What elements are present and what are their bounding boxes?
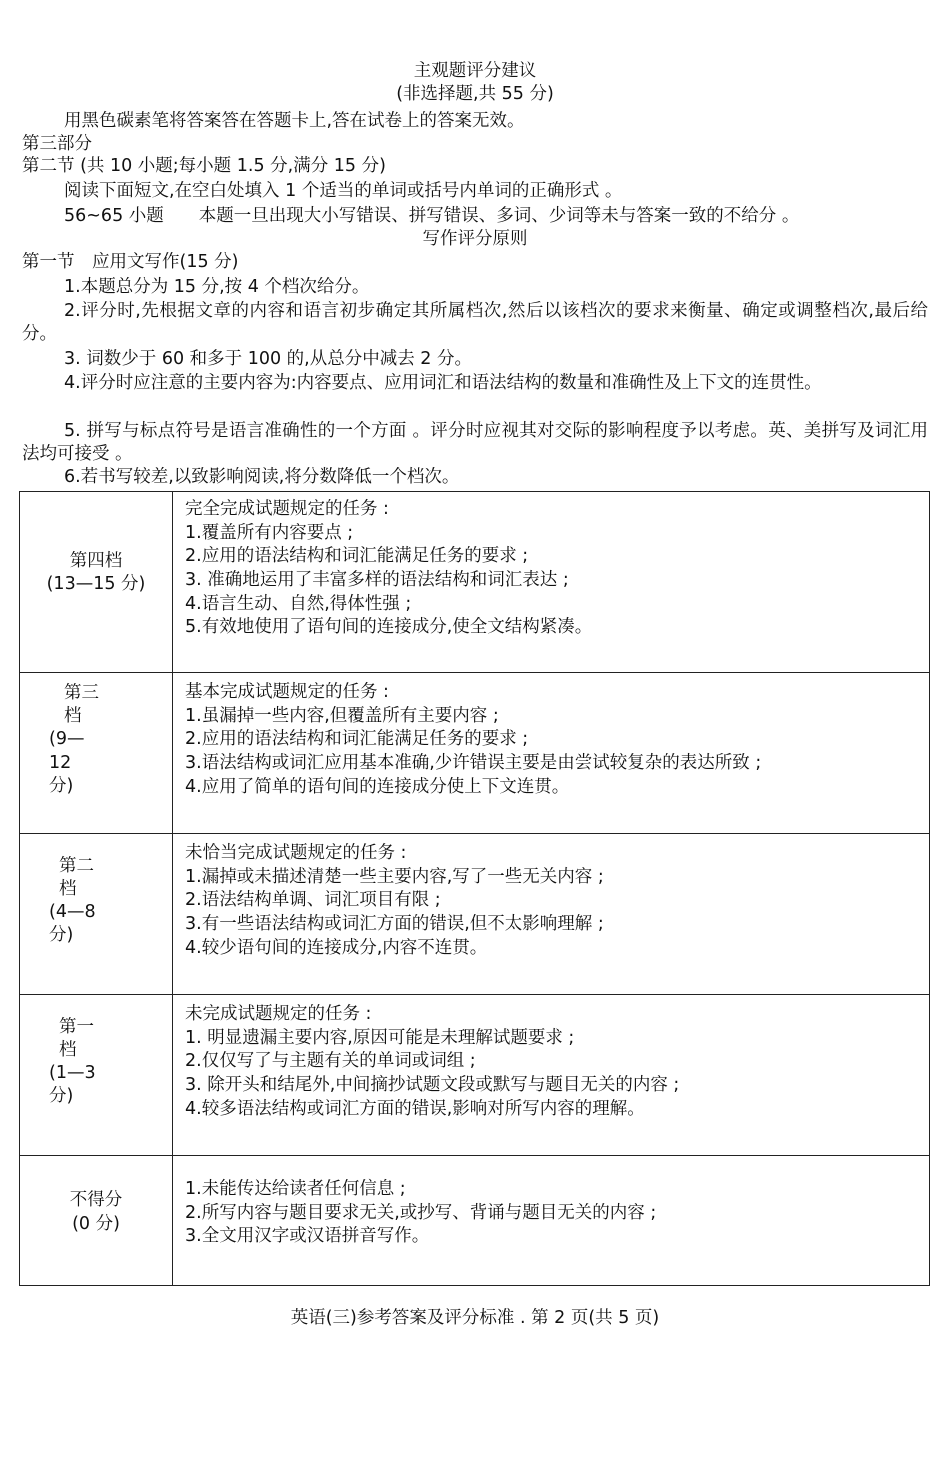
page-footer: 英语(三)参考答案及评分标准 . 第 2 页(共 5 页): [290, 1308, 660, 1328]
writing-rule-3: 3. 词数少于 60 和多于 100 的,从总分中减去 2 分。: [64, 349, 473, 369]
rubric-criterion: 3. 准确地运用了丰富多样的语法结构和词汇表达 ;: [185, 569, 569, 590]
rubric-level-score: (9—12 分): [49, 729, 85, 796]
rubric-level-score: (4—8 分): [49, 902, 96, 946]
rubric-level-name: 第四档: [69, 550, 123, 571]
rubric-level-score: (0 分): [72, 1213, 120, 1234]
rubric-level-cell: [20, 995, 173, 1156]
rubric-criterion: 2.应用的语法结构和词汇能满足任务的要求 ;: [185, 729, 529, 750]
rubric-criteria-cell: [173, 1156, 930, 1286]
rubric-level-cell: [20, 492, 173, 673]
rubric-criterion: 4.语言生动、自然,得体性强 ;: [185, 593, 412, 614]
rubric-criterion: 未完成试题规定的任务 :: [185, 1004, 372, 1024]
rubric-table: [19, 491, 930, 1286]
instruction-text: 用黑色碳素笔将答案答在答题卡上,答在试卷上的答案无效。: [64, 111, 525, 131]
rubric-criterion: 2.仅仅写了与主题有关的单词或词组 ;: [185, 1051, 476, 1072]
rubric-row-nil: [20, 1156, 930, 1286]
rubric-criterion: 1.漏掉或未描述清楚一些主要内容,写了一些无关内容 ;: [185, 866, 604, 887]
rubric-level-name: 第二档: [59, 855, 94, 899]
header: [0, 60, 950, 106]
rubric-criterion: 2.应用的语法结构和词汇能满足任务的要求 ;: [185, 546, 529, 567]
rubric-level-score: (1—3 分): [49, 1063, 96, 1107]
rubric-criterion: 4.较少语句间的连接成分,内容不连贯。: [185, 937, 488, 958]
rubric-criterion: 1.虽漏掉一些内容,但覆盖所有主要内容 ;: [185, 705, 499, 726]
writing-title: 写作评分原则: [422, 229, 528, 249]
rubric-criterion: 完全完成试题规定的任务 :: [185, 499, 389, 519]
rubric-criteria-cell: [173, 995, 930, 1156]
rubric-criteria-cell: [173, 492, 930, 673]
part3-direction: 阅读下面短文,在空白处填入 1 个适当的单词或括号内单词的正确形式 。: [64, 181, 623, 201]
rubric-criterion: 1.未能传达给读者任何信息 ;: [185, 1179, 406, 1199]
writing-rule-1: 1.本题总分为 15 分,按 4 个档次给分。: [64, 277, 370, 297]
rubric-level-cell: [20, 673, 173, 834]
rubric-level-cell: [20, 1156, 173, 1286]
rubric-criterion: 2.语法结构单调、词汇项目有限 ;: [185, 890, 441, 911]
page-subtitle: (非选择题,共 55 分): [396, 84, 554, 105]
rubric-criterion: 3. 除开头和结尾外,中间摘抄试题文段或默写与题目无关的内容 ;: [185, 1074, 680, 1095]
writing-rule-5: 5. 拼写与标点符号是语言准确性的一个方面 。评分时应视其对交际的影响程度予以考虑。英、美拼写及词汇用法均可接受 。: [22, 421, 928, 465]
rubric-criterion: 3.有一些语法结构或词汇方面的错误,但不太影响理解 ;: [185, 913, 604, 934]
rubric-row-level3: [20, 673, 930, 834]
rubric-level-name: 第三档: [64, 683, 99, 727]
writing-rule-2: 2.评分时,先根据文章的内容和语言初步确定其所属档次,然后以该档次的要求来衡量、确定或调整档次,最后给分。: [22, 301, 928, 345]
rubric-level-name: 第一档: [59, 1016, 94, 1060]
rubric-criterion: 基本完成试题规定的任务 :: [185, 682, 389, 702]
part3-rule: 56~65 小题 本题一旦出现大小写错误、拼写错误、多词、少词等未与答案一致的不给分 。: [64, 206, 800, 226]
rubric-criteria-cell: [173, 673, 930, 834]
rubric-level-cell: [20, 834, 173, 995]
rubric-criterion: 1.覆盖所有内容要点 ;: [185, 522, 354, 543]
part3-title: 第三部分: [22, 134, 92, 154]
page-title: 主观题评分建议: [413, 61, 537, 81]
rubric-criterion: 4.较多语法结构或词汇方面的错误,影响对所写内容的理解。: [185, 1098, 645, 1119]
rubric-level-name: 不得分: [69, 1190, 123, 1211]
rubric-criteria-cell: [173, 834, 930, 995]
rubric-level-score: (13—15 分): [46, 574, 146, 594]
rubric-criterion: 3.语法结构或词汇应用基本准确,少许错误主要是由尝试较复杂的表达所致 ;: [185, 752, 762, 773]
rubric-criterion: 5.有效地使用了语句间的连接成分,使全文结构紧凑。: [185, 617, 593, 638]
rubric-criterion: 1. 明显遗漏主要内容,原因可能是未理解试题要求 ;: [185, 1027, 575, 1048]
rubric-row-level2: [20, 834, 930, 995]
rubric-criterion: 2.所写内容与题目要求无关,或抄写、背诵与题目无关的内容 ;: [185, 1202, 657, 1223]
writing-rule-6: 6.若书写较差,以致影响阅读,将分数降低一个档次。: [64, 467, 460, 487]
part3-section2-title: 第二节 (共 10 小题;每小题 1.5 分,满分 15 分): [22, 156, 386, 176]
rubric-row-level4: [20, 492, 930, 673]
writing-section1-title: 第一节 应用文写作(15 分): [22, 252, 239, 272]
writing-rule-4: 4.评分时应注意的主要内容为:内容要点、应用词汇和语法结构的数量和准确性及上下文的连贯性。: [64, 373, 822, 393]
rubric-row-level1: [20, 995, 930, 1156]
rubric-criterion: 4.应用了简单的语句间的连接成分使上下文连贯。: [185, 776, 570, 797]
rubric-criterion: 未恰当完成试题规定的任务 :: [185, 843, 407, 863]
rubric-criterion: 3.全文用汉字或汉语拼音写作。: [185, 1226, 430, 1247]
